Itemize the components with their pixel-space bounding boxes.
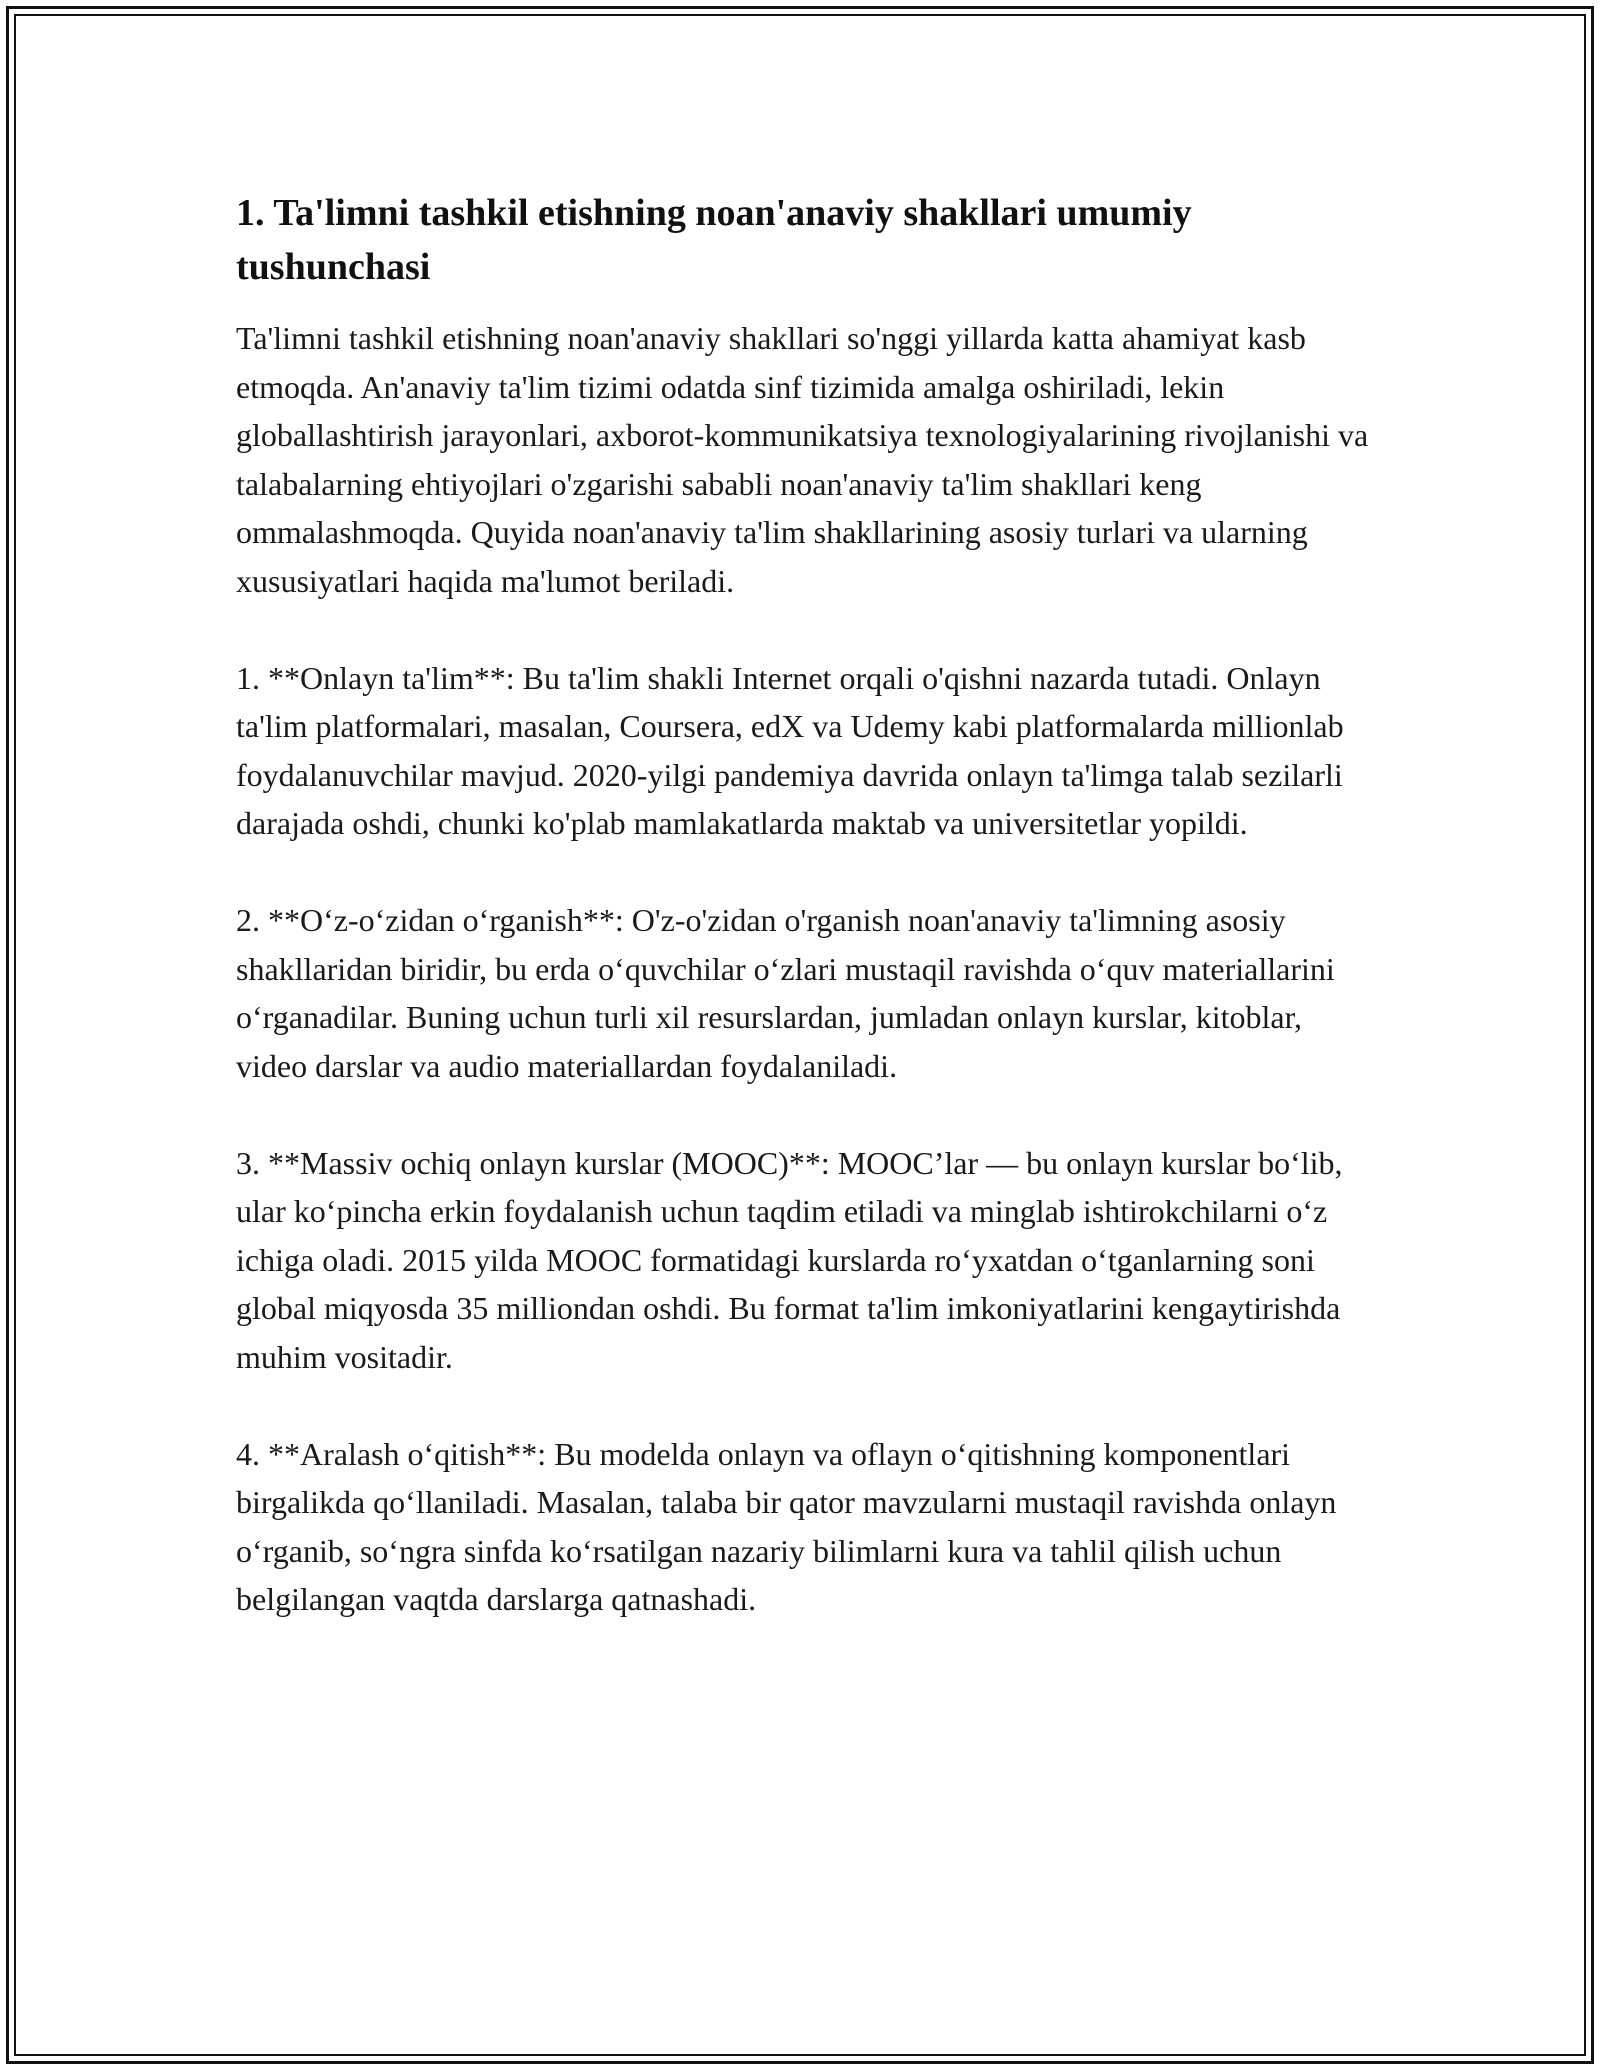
intro-paragraph: Ta'limni tashkil etishning noan'anaviy shakllari so'nggi yillarda katta ahamiyat kasb etmoqda. An'anaviy ta'lim tizimi odatda sinf tizimida amalga oshiriladi, lekin globallashtirish jarayonlari, axborot-kommunikatsiya texnologiyalarining rivojlanishi va talabalarning ehtiyojlari o'zgarishi sababli noan'anaviy ta'lim shakllari keng ommalashmoqda. Quyida noan'anaviy ta'lim shakllarining asosiy turlari va ularning xususiyatlari haqida ma'lumot beriladi.	[236, 320, 1369, 599]
document-body	[236, 186, 1376, 1672]
item-mooc: 3. **Massiv ochiq onlayn kurslar (MOOC)**: MOOC’lar — bu onlayn kurslar bo‘lib, ular ko‘pincha erkin foydalanish uchun taqdim etiladi va minglab ishtirokchilarni o‘z ichiga oladi. 2015 yilda MOOC formatidagi kurslarda ro‘yxatdan o‘tganlarning soni global miqyosda 35 milliondan oshdi. Bu format ta'lim imkoniyatlarini kengaytirishda muhim vositadir.	[236, 1144, 1343, 1375]
item-online-learning: 1. **Onlayn ta'lim**: Bu ta'lim shakli Internet orqali o'qishni nazarda tutadi. Onlayn ta'lim platformalari, masalan, Coursera, edX va Udemy kabi platformalarda millionlab foydalanuvchilar mavjud. 2020-yilgi pandemiya davrida onlayn ta'limga talab sezilarli darajada oshdi, chunki ko'plab mamlakatlarda maktab va universitetlar yopildi.	[236, 659, 1344, 841]
item-blended-learning: 4. **Aralash o‘qitish**: Bu modelda onlayn va oflayn o‘qitishning komponentlari birgalikda qo‘llaniladi. Masalan, talaba bir qator mavzularni mustaqil ravishda onlayn o‘rganib, so‘ngra sinfda ko‘rsatilgan nazariy bilimlarni kura va tahlil qilish uchun belgilangan vaqtda darslarga qatnashadi.	[236, 1435, 1337, 1617]
item-self-study: 2. **O‘z-o‘zidan o‘rganish**: O'z-o'zidan o'rganish noan'anaviy ta'limning asosiy shakllaridan biridir, bu erda o‘quvchilar o‘zlari mustaqil ravishda o‘quv materiallarini o‘rganadilar. Buning uchun turli xil resurslardan, jumladan onlayn kurslar, kitoblar, video darslar va audio materiallardan foydalaniladi.	[236, 902, 1335, 1084]
section-heading: 1. Ta'limni tashkil etishning noan'anaviy shakllari umumiy tushunchasi	[236, 192, 1192, 288]
